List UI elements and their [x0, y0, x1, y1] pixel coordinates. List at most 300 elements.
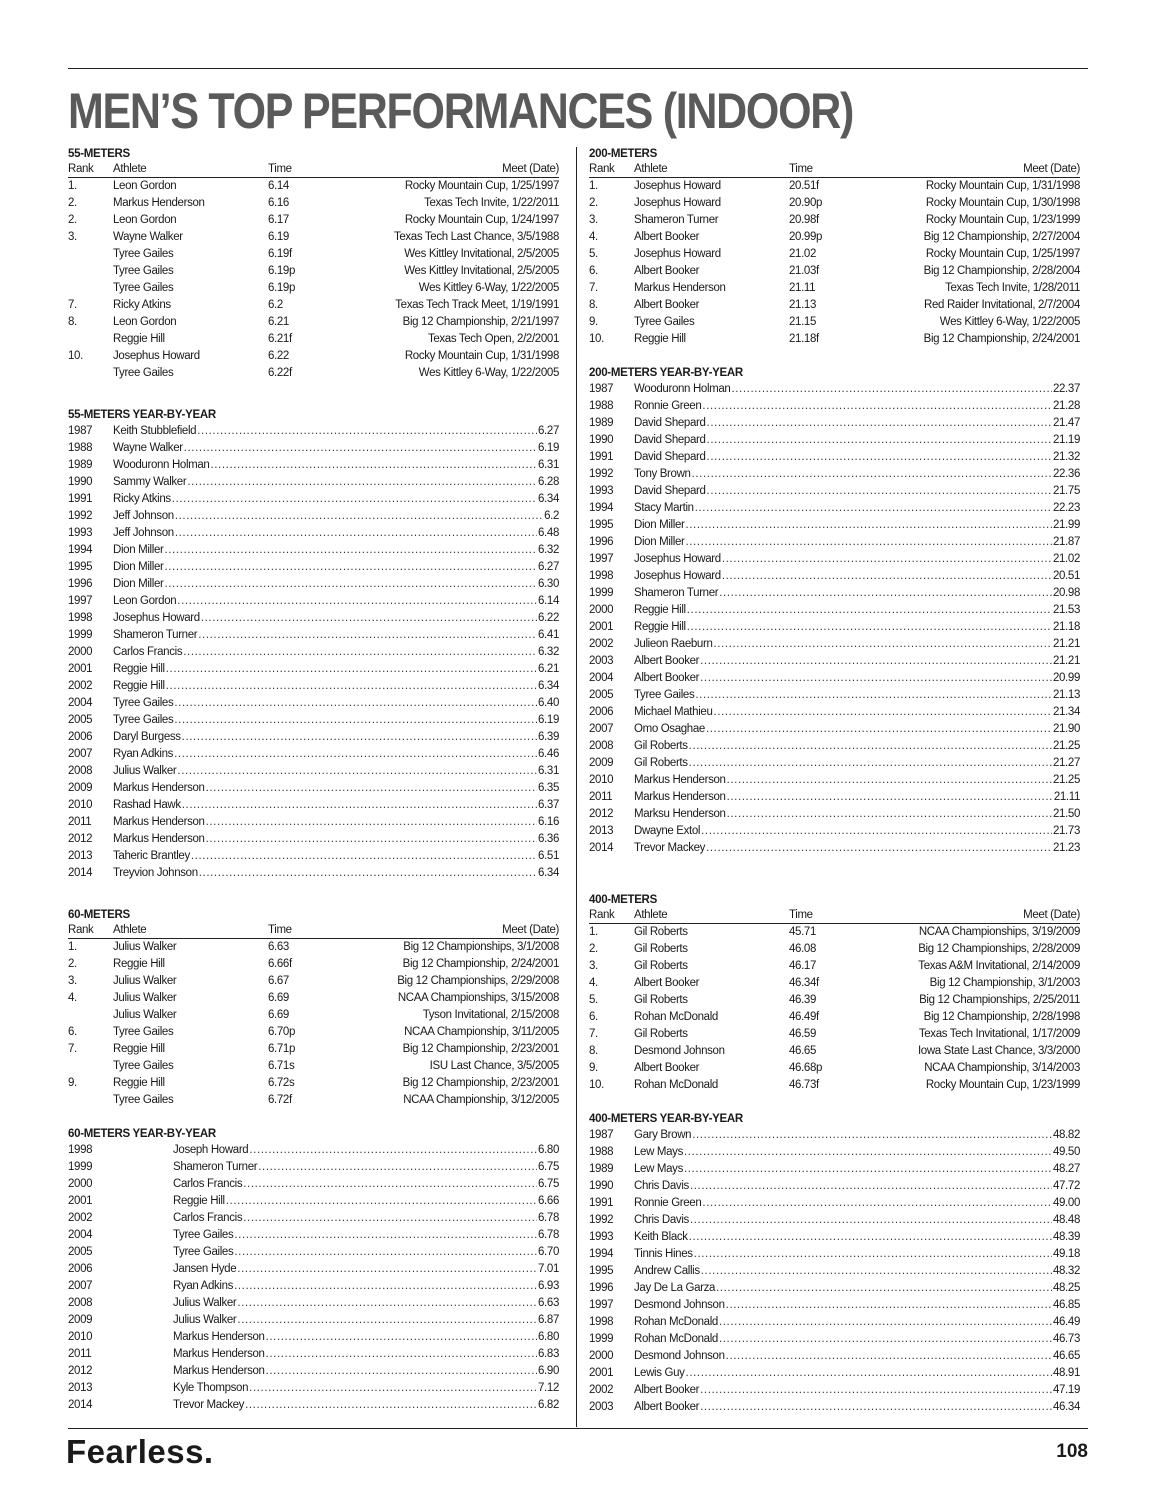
- section-55-meters: [68, 147, 559, 382]
- year-cell: 1995: [589, 1265, 614, 1277]
- dot-leader: [707, 432, 1052, 449]
- table-header: [589, 162, 1080, 178]
- dot-leader: [684, 1161, 1052, 1178]
- time-cell: 6.17: [268, 214, 289, 226]
- table-row: [589, 975, 1080, 992]
- table-row: [589, 212, 1080, 229]
- dot-leader: [234, 1278, 537, 1295]
- athlete-cell: Dion Miller: [113, 578, 164, 590]
- athlete-cell: Wooduronn Holman: [113, 459, 210, 471]
- time-cell: 46.68p: [789, 1062, 823, 1074]
- mark-cell: 48.32: [1052, 1265, 1080, 1277]
- year-row: [68, 746, 559, 763]
- year-row: [589, 653, 1080, 670]
- table-row: [589, 229, 1080, 246]
- rank-cell: 1.: [68, 941, 77, 953]
- rank-cell: 2.: [68, 197, 77, 209]
- meet-date-cell: Big 12 Championship, 2/28/1998: [923, 1011, 1080, 1023]
- dot-leader: [690, 1178, 1052, 1195]
- athlete-cell: Treyvion Johnson: [113, 867, 198, 879]
- meet-date-cell: Wes Kittley Invitational, 2/5/2005: [404, 248, 559, 260]
- time-cell: 46.34f: [789, 977, 819, 989]
- athlete-cell: Jeff Johnson: [113, 527, 174, 539]
- rank-cell: 7.: [68, 1043, 77, 1055]
- mark-cell: 21.47: [1052, 417, 1080, 429]
- athlete-cell: Rohan McDonald: [634, 1333, 718, 1345]
- section-55-meters-year-by-year: [68, 408, 559, 882]
- athlete-cell: Markus Henderson: [113, 197, 205, 209]
- time-cell: 6.72s: [268, 1077, 295, 1089]
- year-row: [589, 500, 1080, 517]
- athlete-cell: Tinnis Hines: [634, 1248, 693, 1260]
- athlete-cell: Wayne Walker: [113, 442, 183, 454]
- athlete-cell: Rashad Hawk: [113, 799, 181, 811]
- athlete-cell: Tyree Gailes: [113, 265, 174, 277]
- athlete-cell: Reggie Hill: [634, 604, 686, 616]
- mark-cell: 21.23: [1052, 842, 1080, 854]
- dot-leader: [719, 1331, 1052, 1348]
- mark-cell: 47.72: [1052, 1180, 1080, 1192]
- dot-leader: [201, 610, 537, 627]
- year-cell: 1992: [589, 468, 614, 480]
- rank-cell: 3.: [68, 231, 77, 243]
- year-cell: 2007: [589, 723, 614, 735]
- dot-leader: [694, 1246, 1052, 1263]
- meet-date-cell: NCAA Championship, 3/14/2003: [924, 1062, 1080, 1074]
- time-cell: 6.21f: [268, 333, 292, 345]
- table-row: [68, 195, 559, 212]
- athlete-cell: Markus Henderson: [173, 1348, 265, 1360]
- mark-cell: 6.90: [538, 1365, 559, 1377]
- athlete-cell: Josephus Howard: [113, 612, 200, 624]
- year-cell: 1989: [589, 417, 614, 429]
- mark-cell: 21.21: [1052, 638, 1080, 650]
- year-cell: 2008: [68, 1297, 93, 1309]
- year-cell: 1991: [68, 493, 93, 505]
- athlete-cell: Albert Booker: [634, 1062, 700, 1074]
- athlete-cell: Markus Henderson: [113, 833, 205, 845]
- year-cell: 1994: [589, 1248, 614, 1260]
- dot-leader: [177, 593, 537, 610]
- year-row: [589, 636, 1080, 653]
- time-cell: 20.90p: [789, 197, 823, 209]
- meet-date-cell: NCAA Championships, 3/19/2009: [918, 926, 1080, 938]
- year-row: [589, 1348, 1080, 1365]
- athlete-cell: Andrew Callis: [634, 1265, 700, 1277]
- year-row: [68, 508, 559, 525]
- athlete-cell: Gil Roberts: [634, 994, 688, 1006]
- table-row: [589, 924, 1080, 941]
- meet-date-cell: Big 12 Championships, 2/29/2008: [397, 975, 559, 987]
- table-row: [68, 331, 559, 348]
- section-title: 55-METERS YEAR-BY-YEAR: [68, 409, 216, 421]
- year-cell: 2005: [68, 714, 93, 726]
- mark-cell: 21.27: [1052, 757, 1080, 769]
- athlete-cell: Tyree Gailes: [173, 1229, 234, 1241]
- year-row: [589, 602, 1080, 619]
- year-cell: 2009: [68, 782, 93, 794]
- athlete-cell: Josephus Howard: [634, 553, 721, 565]
- rank-cell: 6.: [589, 1011, 598, 1023]
- dot-leader: [692, 1127, 1052, 1144]
- athlete-cell: Leon Gordon: [113, 180, 177, 192]
- year-cell: 2002: [68, 1212, 93, 1224]
- header-meet-date: Meet (Date): [1023, 163, 1080, 175]
- header-rank: Rank: [68, 163, 94, 175]
- dot-leader: [707, 415, 1052, 432]
- year-row: [589, 1331, 1080, 1348]
- year-cell: 1998: [589, 570, 614, 582]
- athlete-cell: Trevor Mackey: [634, 842, 706, 854]
- athlete-cell: Reggie Hill: [113, 1077, 165, 1089]
- time-cell: 46.39: [789, 994, 817, 1006]
- dot-leader: [700, 653, 1052, 670]
- athlete-cell: Tyree Gailes: [634, 689, 695, 701]
- athlete-cell: Ryan Adkins: [113, 748, 174, 760]
- mark-cell: 6.39: [538, 731, 559, 743]
- table-row: [589, 1043, 1080, 1060]
- year-cell: 1992: [589, 1214, 614, 1226]
- dot-leader: [707, 483, 1052, 500]
- meet-date-cell: Rocky Mountain Cup, 1/25/1997: [925, 248, 1080, 260]
- meet-date-cell: Iowa State Last Chance, 3/3/2000: [917, 1045, 1080, 1057]
- header-rank: Rank: [589, 163, 615, 175]
- dot-leader: [258, 1159, 537, 1176]
- year-row: [589, 432, 1080, 449]
- mark-cell: 7.01: [538, 1263, 559, 1275]
- year-row: [68, 678, 559, 695]
- athlete-cell: Leon Gordon: [113, 595, 177, 607]
- athlete-cell: Josephus Howard: [113, 350, 200, 362]
- mark-cell: 21.34: [1052, 706, 1080, 718]
- athlete-cell: Markus Henderson: [634, 791, 726, 803]
- table-row: [68, 280, 559, 297]
- athlete-cell: Reggie Hill: [113, 958, 165, 970]
- dot-leader: [266, 1346, 537, 1363]
- dot-leader: [722, 551, 1052, 568]
- year-cell: 2010: [68, 1331, 93, 1343]
- year-row: [589, 1178, 1080, 1195]
- dot-leader: [727, 772, 1052, 789]
- athlete-cell: Jay De La Garza: [634, 1282, 716, 1294]
- year-cell: 1989: [589, 1163, 614, 1175]
- year-row: [68, 627, 559, 644]
- athlete-cell: Reggie Hill: [113, 1043, 165, 1055]
- year-row: [589, 823, 1080, 840]
- athlete-cell: Tyree Gailes: [113, 714, 174, 726]
- year-row: [68, 423, 559, 440]
- year-row: [589, 704, 1080, 721]
- mark-cell: 48.48: [1052, 1214, 1080, 1226]
- year-row: [68, 848, 559, 865]
- dot-leader: [175, 508, 543, 525]
- dot-leader: [726, 1348, 1052, 1365]
- athlete-cell: Tyree Gailes: [113, 367, 174, 379]
- athlete-cell: Carlos Francis: [113, 646, 183, 658]
- year-row: [68, 1363, 559, 1380]
- meet-date-cell: Texas Tech Last Chance, 3/5/1988: [393, 231, 559, 243]
- dot-leader: [245, 1397, 537, 1414]
- dot-leader: [700, 1382, 1052, 1399]
- year-row: [68, 440, 559, 457]
- meet-date-cell: Texas Tech Open, 2/2/2001: [427, 333, 559, 345]
- mark-cell: 20.98: [1052, 587, 1080, 599]
- athlete-cell: Tyree Gailes: [113, 282, 174, 294]
- year-row: [68, 576, 559, 593]
- year-cell: 1996: [589, 1282, 614, 1294]
- year-cell: 1999: [68, 1161, 93, 1173]
- mark-cell: 6.19: [538, 442, 559, 454]
- mark-cell: 21.21: [1052, 655, 1080, 667]
- time-cell: 6.22f: [268, 367, 292, 379]
- mark-cell: 20.51: [1052, 570, 1080, 582]
- table-row: [589, 280, 1080, 297]
- table-header: [68, 923, 559, 939]
- year-row: [589, 806, 1080, 823]
- athlete-cell: Sammy Walker: [113, 476, 187, 488]
- athlete-cell: Reggie Hill: [113, 680, 165, 692]
- section-400-meters-year-by-year: [589, 1112, 1080, 1416]
- athlete-cell: Lewis Guy: [634, 1367, 685, 1379]
- rank-cell: 3.: [589, 960, 598, 972]
- year-row: [68, 457, 559, 474]
- rank-cell: 4.: [68, 992, 77, 1004]
- table-row: [68, 246, 559, 263]
- time-cell: 21.11: [789, 282, 816, 294]
- year-row: [68, 1159, 559, 1176]
- year-cell: 2004: [589, 672, 614, 684]
- table-row: [68, 229, 559, 246]
- year-row: [68, 1244, 559, 1261]
- header-meet-date: Meet (Date): [502, 924, 559, 936]
- rank-cell: 9.: [68, 1077, 77, 1089]
- table-row: [68, 212, 559, 229]
- time-cell: 20.98f: [789, 214, 819, 226]
- year-cell: 1990: [589, 434, 614, 446]
- section-title: 400-METERS YEAR-BY-YEAR: [589, 1113, 743, 1125]
- year-row: [68, 1346, 559, 1363]
- meet-date-cell: NCAA Championships, 3/15/2008: [397, 992, 559, 1004]
- mark-cell: 46.34: [1052, 1401, 1080, 1413]
- year-cell: 2009: [68, 1314, 93, 1326]
- athlete-cell: Keith Black: [634, 1231, 688, 1243]
- mark-cell: 6.40: [538, 697, 559, 709]
- table-header: [68, 162, 559, 178]
- year-row: [68, 1397, 559, 1414]
- meet-date-cell: Big 12 Championship, 2/24/2001: [402, 958, 559, 970]
- table-row: [589, 958, 1080, 975]
- year-cell: 2010: [589, 774, 614, 786]
- year-cell: 2013: [68, 1382, 93, 1394]
- year-row: [68, 712, 559, 729]
- mark-cell: 48.27: [1052, 1163, 1080, 1175]
- column-divider: [576, 147, 577, 1427]
- mark-cell: 6.80: [538, 1331, 559, 1343]
- left-column: [68, 147, 559, 1414]
- header-rank: Rank: [589, 909, 615, 921]
- athlete-cell: Jansen Hyde: [173, 1263, 237, 1275]
- athlete-cell: Stacy Martin: [634, 502, 694, 514]
- athlete-cell: Reggie Hill: [113, 333, 165, 345]
- year-cell: 2002: [589, 1384, 614, 1396]
- header-time: Time: [789, 163, 813, 175]
- year-row: [589, 1399, 1080, 1416]
- dot-leader: [182, 729, 537, 746]
- meet-date-cell: Wes Kittley Invitational, 2/5/2005: [404, 265, 559, 277]
- meet-date-cell: Rocky Mountain Cup, 1/24/1997: [404, 214, 559, 226]
- table-row: [589, 314, 1080, 331]
- time-cell: 46.73f: [789, 1079, 819, 1091]
- mark-cell: 6.46: [538, 748, 559, 760]
- year-row: [68, 661, 559, 678]
- dot-leader: [206, 831, 537, 848]
- mark-cell: 22.23: [1052, 502, 1080, 514]
- table-row: [589, 941, 1080, 958]
- year-cell: 2006: [68, 731, 93, 743]
- year-row: [68, 1278, 559, 1295]
- section-title: 400-METERS: [589, 894, 657, 906]
- year-cell: 2000: [589, 604, 614, 616]
- mark-cell: 6.48: [538, 527, 559, 539]
- year-row: [589, 1280, 1080, 1297]
- year-cell: 1987: [589, 1129, 614, 1141]
- year-cell: 2013: [589, 825, 614, 837]
- mark-cell: 6.30: [538, 578, 559, 590]
- year-row: [589, 789, 1080, 806]
- athlete-cell: Josephus Howard: [634, 248, 721, 260]
- table-row: [68, 1092, 559, 1109]
- athlete-cell: Dion Miller: [634, 536, 685, 548]
- table-row: [68, 1007, 559, 1024]
- year-cell: 1999: [589, 1333, 614, 1345]
- mark-cell: 6.27: [538, 425, 559, 437]
- year-row: [68, 1329, 559, 1346]
- time-cell: 6.69: [268, 1009, 289, 1021]
- athlete-cell: Tyree Gailes: [113, 248, 174, 260]
- dot-leader: [727, 789, 1053, 806]
- mark-cell: 21.19: [1052, 434, 1080, 446]
- year-cell: 1993: [68, 527, 93, 539]
- dot-leader: [692, 466, 1052, 483]
- year-row: [589, 1212, 1080, 1229]
- dot-leader: [198, 627, 537, 644]
- mark-cell: 6.16: [538, 816, 559, 828]
- rank-cell: 7.: [589, 1028, 598, 1040]
- time-cell: 6.70p: [268, 1026, 296, 1038]
- rank-cell: 6.: [68, 1026, 77, 1038]
- rank-cell: 9.: [589, 316, 598, 328]
- rank-cell: 3.: [589, 214, 598, 226]
- mark-cell: 6.37: [538, 799, 559, 811]
- meet-date-cell: Rocky Mountain Cup, 1/23/1999: [925, 214, 1080, 226]
- year-row: [589, 1161, 1080, 1178]
- dot-leader: [234, 1227, 537, 1244]
- dot-leader: [206, 814, 537, 831]
- athlete-cell: Jeff Johnson: [113, 510, 174, 522]
- dot-leader: [191, 848, 537, 865]
- rank-cell: 1.: [68, 180, 77, 192]
- athlete-cell: Reggie Hill: [634, 621, 686, 633]
- year-row: [589, 687, 1080, 704]
- time-cell: 6.19f: [268, 248, 292, 260]
- year-cell: 1994: [68, 544, 93, 556]
- year-cell: 2012: [589, 808, 614, 820]
- section-title: 200-METERS YEAR-BY-YEAR: [589, 367, 743, 379]
- year-row: [589, 534, 1080, 551]
- athlete-cell: Julius Walker: [113, 941, 177, 953]
- year-cell: 2001: [589, 621, 614, 633]
- athlete-cell: Gil Roberts: [634, 757, 688, 769]
- dot-leader: [687, 602, 1052, 619]
- time-cell: 6.69: [268, 992, 289, 1004]
- year-row: [589, 466, 1080, 483]
- dot-leader: [175, 525, 537, 542]
- dot-leader: [689, 755, 1052, 772]
- mark-cell: 46.85: [1052, 1299, 1080, 1311]
- athlete-cell: Dion Miller: [113, 561, 164, 573]
- dot-leader: [172, 491, 537, 508]
- athlete-cell: Markus Henderson: [634, 774, 726, 786]
- dot-leader: [237, 1295, 537, 1312]
- time-cell: 21.18f: [789, 333, 819, 345]
- year-cell: 1992: [68, 510, 93, 522]
- dot-leader: [226, 1193, 537, 1210]
- time-cell: 20.51f: [789, 180, 819, 192]
- mark-cell: 21.13: [1052, 689, 1080, 701]
- mark-cell: 46.49: [1052, 1316, 1080, 1328]
- section-60-meters-year-by-year: [68, 1127, 559, 1414]
- athlete-cell: Albert Booker: [634, 977, 700, 989]
- athlete-cell: Rohan McDonald: [634, 1316, 718, 1328]
- athlete-cell: Lew Mays: [634, 1146, 683, 1158]
- year-cell: 1990: [589, 1180, 614, 1192]
- dot-leader: [237, 1261, 537, 1278]
- dot-leader: [690, 1212, 1052, 1229]
- mark-cell: 6.78: [538, 1229, 559, 1241]
- dot-leader: [164, 559, 537, 576]
- table-row: [589, 1077, 1080, 1094]
- year-row: [68, 644, 559, 661]
- year-cell: 1995: [68, 561, 93, 573]
- dot-leader: [237, 1312, 537, 1329]
- page-title: MEN’S TOP PERFORMANCES (INDOOR): [68, 83, 854, 139]
- year-cell: 1988: [589, 400, 614, 412]
- athlete-cell: David Shepard: [634, 485, 706, 497]
- meet-date-cell: Big 12 Championship, 2/28/2004: [923, 265, 1080, 277]
- year-row: [589, 1144, 1080, 1161]
- mark-cell: 6.34: [538, 680, 559, 692]
- time-cell: 46.49f: [789, 1011, 819, 1023]
- athlete-cell: Gil Roberts: [634, 740, 688, 752]
- dot-leader: [731, 381, 1052, 398]
- year-row: [589, 1314, 1080, 1331]
- mark-cell: 48.91: [1052, 1367, 1080, 1379]
- dot-leader: [706, 840, 1052, 857]
- mark-cell: 6.22: [538, 612, 559, 624]
- rank-cell: 5.: [589, 248, 598, 260]
- dot-leader: [183, 644, 537, 661]
- dot-leader: [249, 1380, 537, 1397]
- year-row: [68, 1210, 559, 1227]
- year-cell: 2000: [589, 1350, 614, 1362]
- section-200-meters-year-by-year: [589, 366, 1080, 857]
- meet-date-cell: Big 12 Championships, 2/28/2009: [918, 943, 1080, 955]
- time-cell: 46.17: [789, 960, 817, 972]
- table-row: [68, 956, 559, 973]
- year-cell: 1987: [589, 383, 614, 395]
- athlete-cell: Reggie Hill: [634, 333, 686, 345]
- mark-cell: 21.28: [1052, 400, 1080, 412]
